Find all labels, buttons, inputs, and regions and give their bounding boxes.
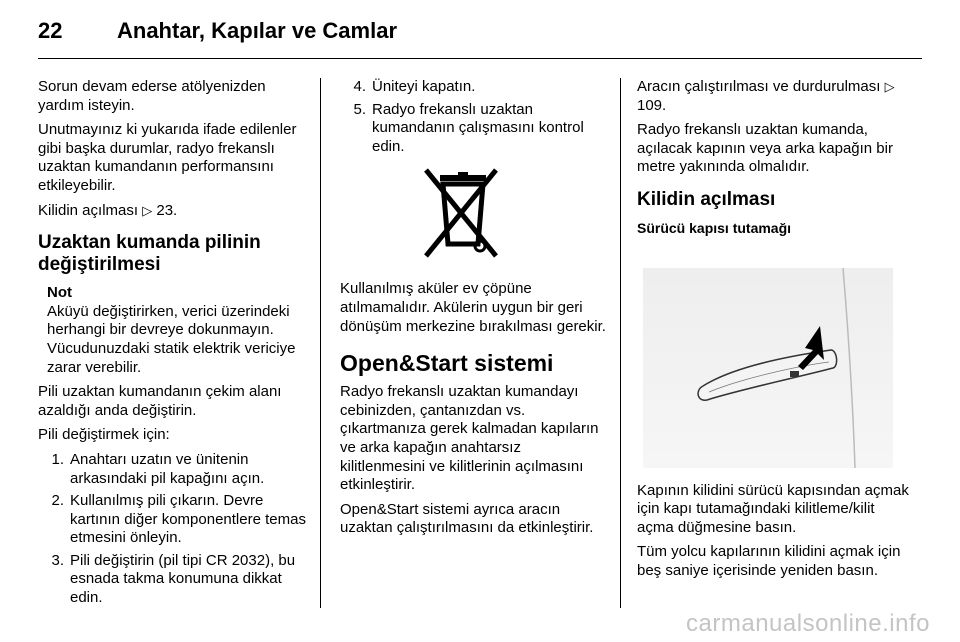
watermark: carmanualsonline.info bbox=[686, 610, 930, 637]
step-text: Anahtarı uzatın ve ünitenin arkasındaki pil kapağını açın. bbox=[70, 450, 265, 487]
paragraph: Pili değiştirmek için: bbox=[38, 426, 170, 444]
list-item bbox=[340, 78, 608, 97]
note-text: Aküyü değiştirirken, verici üzerindeki herhangi bir devreye dokunmayın. Vücudunuzdaki statik elektrik vericiye zarar verebilir. bbox=[47, 302, 296, 376]
paragraph: Open&Start sistemi ayrıca aracın uzaktan çalıştırılmasını da etkinleştirir. bbox=[340, 500, 594, 537]
steps-list bbox=[38, 451, 306, 608]
list-item bbox=[38, 492, 306, 548]
column-divider-2 bbox=[620, 78, 621, 608]
door-svg bbox=[643, 268, 893, 468]
page-reference: 109. bbox=[637, 96, 667, 114]
section-heading: Uzaktan kumanda pilinin değiştirilmesi bbox=[38, 232, 261, 276]
paragraph: Sorun devam ederse atölyenizden yardım isteyin. bbox=[38, 78, 266, 114]
step-number: 2. bbox=[51, 492, 64, 510]
list-item bbox=[38, 451, 306, 488]
subsection-heading: Sürücü kapısı tutamağı bbox=[637, 219, 792, 236]
step-text: Kullanılmış pili çıkarın. Devre kartının diğer komponentlere temas etmesini önleyin. bbox=[70, 492, 306, 547]
page-title: Anahtar, Kapılar ve Camlar bbox=[117, 18, 398, 43]
step-text: Üniteyi kapatın. bbox=[372, 78, 476, 95]
header-rule bbox=[38, 58, 922, 59]
paragraph-with-reference bbox=[38, 202, 306, 221]
paragraph-text: Kilidin açılması bbox=[38, 201, 143, 219]
crossed-out-wheelie-bin-icon bbox=[418, 164, 504, 264]
step-text: Radyo frekanslı uzaktan kumandanın çalışmasını kontrol edin. bbox=[372, 100, 584, 155]
column-divider-1 bbox=[320, 78, 321, 608]
page-reference: 23. bbox=[156, 201, 178, 219]
list-item bbox=[38, 552, 306, 608]
paragraph-text: Aracın çalıştırılması ve durdurulması bbox=[637, 78, 885, 95]
reference-arrow-icon: ▷ bbox=[884, 79, 895, 94]
paragraph: Pili uzaktan kumandanın çekim alanı azaldığı anda değiştirin. bbox=[38, 383, 282, 419]
step-number: 4. bbox=[353, 78, 366, 95]
paragraph: Tüm yolcu kapılarının kilidini açmak için beş saniye içerisinde yeniden basın. bbox=[637, 543, 901, 579]
paragraph: Kullanılmış aküler ev çöpüne atılmamalıdır. Akülerin uygun bir geri dönüşüm merkezine bırakılması gerekir. bbox=[340, 280, 606, 335]
list-item bbox=[340, 101, 608, 157]
section-heading: Open&Start sistemi bbox=[340, 350, 554, 377]
section-heading: Kilidin açılması bbox=[637, 188, 776, 210]
step-text: Pili değiştirin (pil tipi CR 2032), bu esnada takma konumuna dikkat edin. bbox=[70, 551, 296, 607]
paragraph: Kapının kilidini sürücü kapısından açmak için kapı tutamağındaki kilitleme/kilit açma düğmesine basın. bbox=[637, 481, 909, 536]
column-3 bbox=[637, 78, 915, 587]
reference-arrow-icon: ▷ bbox=[142, 202, 153, 218]
steps-list bbox=[340, 78, 608, 156]
step-number: 3. bbox=[51, 551, 64, 569]
page-number: 22 bbox=[38, 18, 63, 43]
note-label: Not bbox=[47, 284, 72, 302]
paragraph-with-reference bbox=[637, 78, 915, 115]
paragraph: Unutmayınız ki yukarıda ifade edilenler gibi başka durumlar, radyo frekanslı uzaktan kumandanın performansını etkileyebilir. bbox=[38, 121, 297, 194]
step-number: 5. bbox=[353, 100, 366, 118]
note-box bbox=[47, 284, 306, 377]
column-2 bbox=[340, 78, 608, 544]
step-number: 1. bbox=[51, 450, 64, 468]
paragraph: Radyo frekanslı uzaktan kumanda, açılacak kapının veya arka kapağın bir metre yakınında olmalıdır. bbox=[637, 121, 893, 176]
door-handle-illustration bbox=[643, 268, 893, 468]
column-1 bbox=[38, 78, 306, 614]
bin-svg bbox=[418, 164, 504, 264]
paragraph: Radyo frekanslı uzaktan kumandayı cebinizden, çantanızdan vs. çıkartmanıza gerek kalmadan kapıların ve arka kapağın anahtarsız kilitlenmesini ve kilitlerinin açılmasını etkinleştirir. bbox=[340, 383, 599, 494]
